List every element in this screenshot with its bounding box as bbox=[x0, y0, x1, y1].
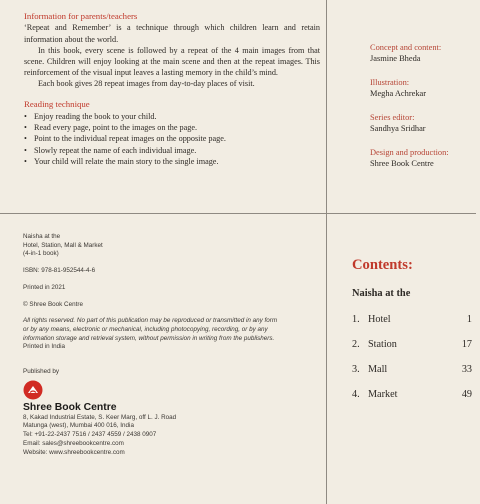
credit-label: Design and production: bbox=[370, 148, 449, 157]
reading-bullet: • Slowly repeat the name of each individual image. bbox=[24, 145, 320, 156]
reading-bullet: • Read every page, point to the images on the page. bbox=[24, 122, 320, 133]
address-line: 8, Kakad Industrial Estate, S. Keer Marg, off L. J. Road bbox=[23, 413, 177, 421]
contents-item-page: 17 bbox=[461, 339, 472, 350]
contents-item-page: 1 bbox=[466, 314, 472, 325]
publisher-logo-icon bbox=[23, 380, 43, 400]
published-by-label: Published by bbox=[23, 368, 60, 376]
reading-bullet: • Your child will relate the main story to the single image. bbox=[24, 156, 320, 167]
credit-design bbox=[370, 147, 476, 169]
credit-value: Sandhya Sridhar bbox=[370, 124, 426, 133]
publication-section bbox=[23, 233, 323, 457]
credits-section bbox=[370, 42, 476, 182]
contents-item bbox=[352, 364, 472, 376]
credit-illustration bbox=[370, 77, 476, 99]
reading-bullets bbox=[24, 111, 320, 167]
copyright: © Shree Book Centre bbox=[23, 300, 83, 308]
website-line: Website: www.shreebookcentre.com bbox=[23, 448, 125, 456]
reading-heading: Reading technique bbox=[24, 98, 90, 109]
contents-item-number: 2. bbox=[352, 339, 360, 350]
credit-concept bbox=[370, 42, 476, 64]
rights-line: All rights reserved. No part of this publication may be reproduced or transmitted in any form bbox=[23, 317, 278, 325]
contents-title: Contents: bbox=[352, 257, 413, 273]
contents-item-page: 49 bbox=[461, 389, 472, 400]
credit-label: Concept and content: bbox=[370, 43, 442, 52]
printed-year: Printed in 2021 bbox=[23, 283, 66, 291]
contents-subtitle: Naisha at the bbox=[352, 288, 411, 299]
contents-item-name: Market bbox=[368, 389, 398, 400]
rights-line: or by any means, electronic or mechanical, including photocopying, recording, or by any bbox=[23, 325, 268, 333]
reading-bullet: • Enjoy reading the book to your child. bbox=[24, 111, 320, 122]
publisher-logo-row bbox=[23, 380, 323, 400]
credit-value: Shree Book Centre bbox=[370, 159, 434, 168]
book-title-line: Hotel, Station, Mall & Market bbox=[23, 241, 103, 249]
publisher-name: Shree Book Centre bbox=[23, 401, 117, 413]
contents-item bbox=[352, 314, 472, 326]
credit-value: Jasmine Bheda bbox=[370, 54, 421, 63]
address-line: Matunga (west), Mumbai 400 016, India bbox=[23, 422, 134, 430]
contents-item-name: Mall bbox=[368, 364, 388, 375]
contents-item-name: Station bbox=[368, 339, 397, 350]
credit-label: Series editor: bbox=[370, 113, 415, 122]
vertical-divider bbox=[326, 0, 327, 504]
contents-section bbox=[352, 257, 472, 414]
info-heading: Information for parents/teachers bbox=[24, 11, 138, 21]
book-title-line: (4-in-1 book) bbox=[23, 250, 59, 258]
contents-item-page: 33 bbox=[461, 364, 472, 375]
credit-label: Illustration: bbox=[370, 78, 410, 87]
book-title-line: Naisha at the bbox=[23, 233, 61, 240]
info-paragraph: Each book gives 28 repeat images from day-to-day places of visit. bbox=[38, 79, 255, 89]
rights-line: information storage and retrieval system, without permission in writing from the publishers. bbox=[23, 334, 275, 342]
credit-series-editor bbox=[370, 112, 476, 134]
info-paragraph: ‘Repeat and Remember’ is a technique through which children learn and retain information about the world. bbox=[24, 23, 320, 44]
contents-item bbox=[352, 339, 472, 351]
contents-item-number: 3. bbox=[352, 364, 360, 375]
info-section bbox=[24, 11, 320, 167]
credit-value: Megha Achrekar bbox=[370, 89, 427, 98]
contents-item bbox=[352, 389, 472, 401]
contents-item-number: 1. bbox=[352, 314, 360, 325]
phone-line: Tel: +91-22-2437 7516 / 2437 4559 / 2438 0907 bbox=[23, 431, 157, 439]
email-line: Email: sales@shreebookcentre.com bbox=[23, 439, 124, 447]
contents-list bbox=[352, 314, 472, 401]
contents-item-number: 4. bbox=[352, 389, 360, 400]
isbn: ISBN: 978-81-952544-4-6 bbox=[23, 267, 96, 275]
horizontal-divider bbox=[0, 213, 476, 214]
info-paragraph: In this book, every scene is followed by a repeat of the 4 main images from that scene. Children will enjoy looking at the main scene and then at the repeat images. This reinforcement of the visual input leaves a lasting memory in the child’s mind. bbox=[24, 45, 320, 78]
reading-bullet: • Point to the individual repeat images on the opposite page. bbox=[24, 133, 320, 144]
contents-item-name: Hotel bbox=[368, 314, 391, 325]
rights-line: Printed in India bbox=[23, 343, 66, 351]
